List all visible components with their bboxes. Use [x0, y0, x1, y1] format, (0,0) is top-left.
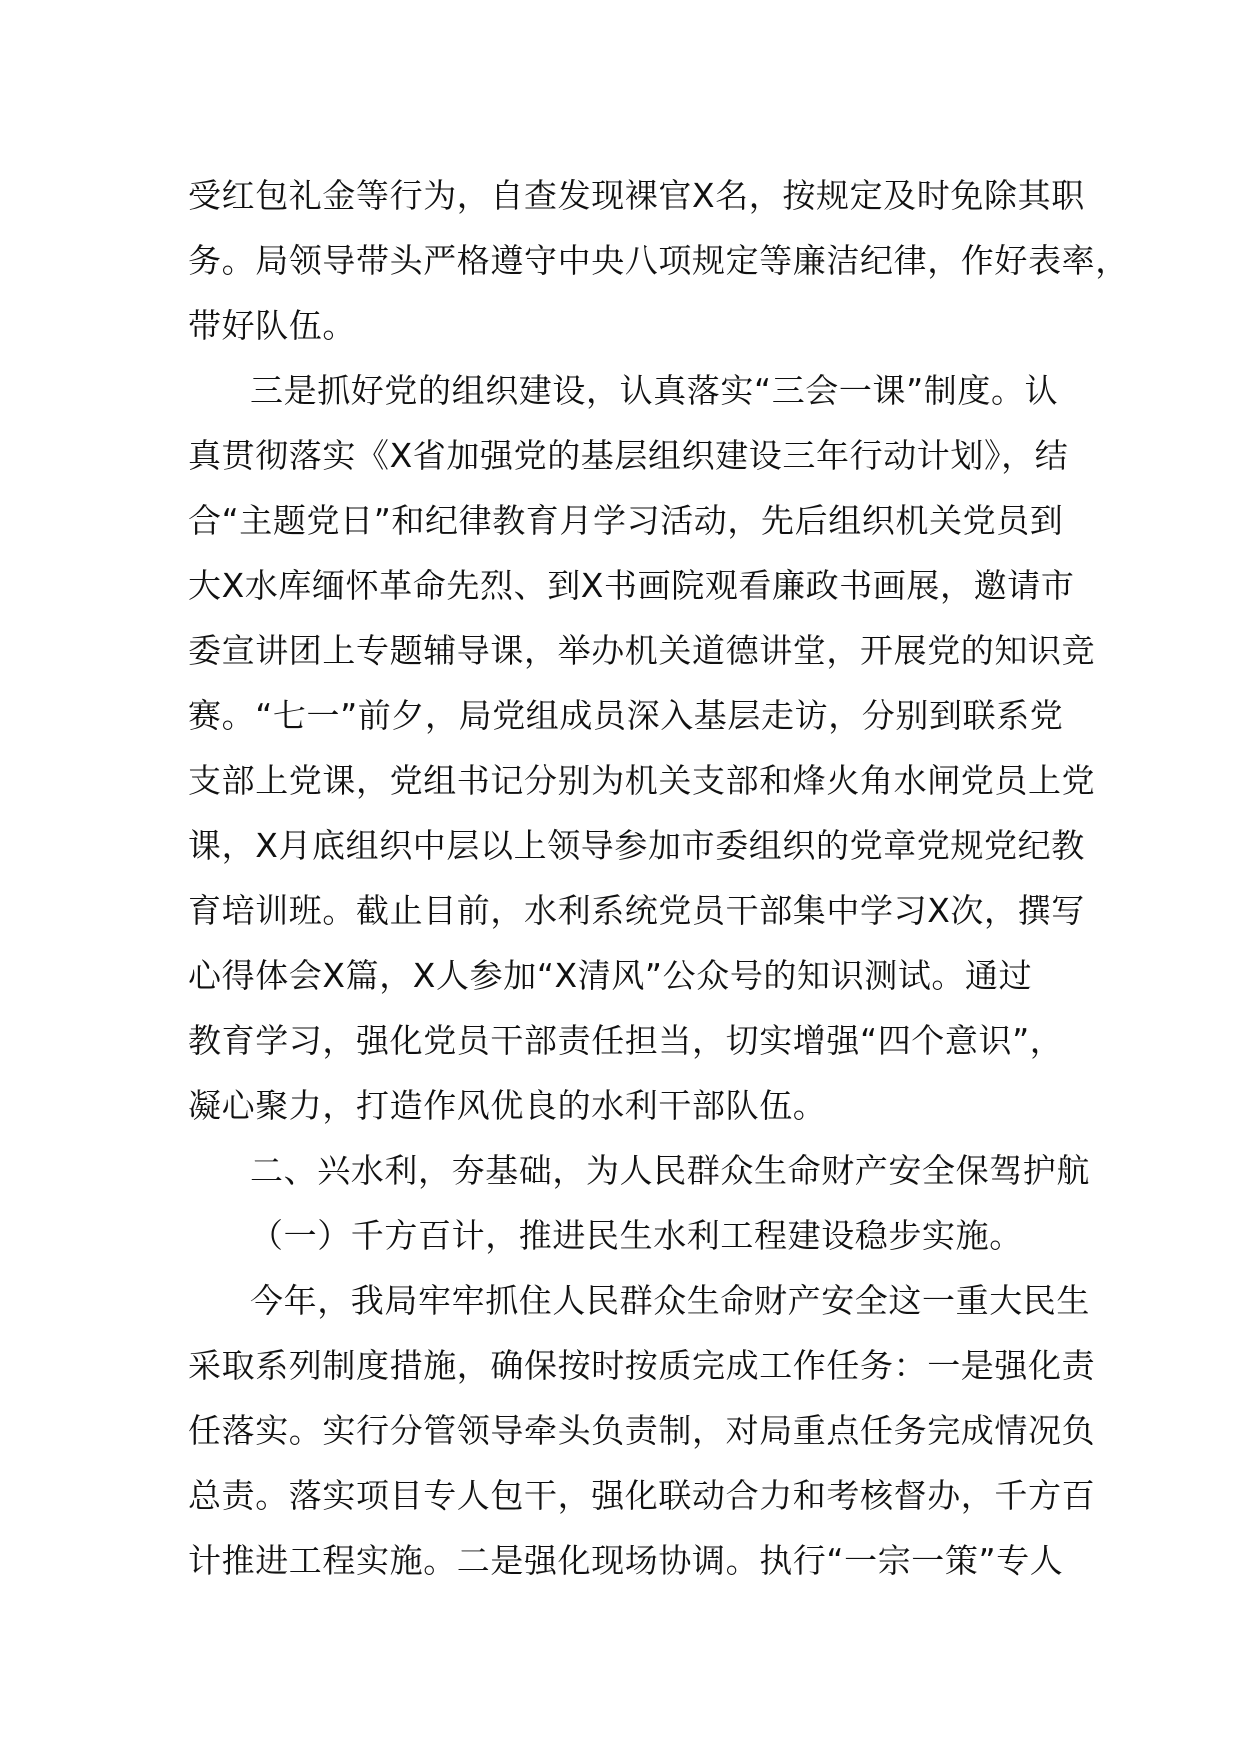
body-text — [188, 163, 1129, 1593]
text-line: 真贯彻落实《X省加强党的基层组织建设三年行动计划》，结 — [188, 436, 1069, 475]
text-line: 大X水库缅怀革命先烈、到X书画院观看廉政书画展，邀请市 — [188, 566, 1075, 605]
paragraph-start-line: 三是抓好党的组织建设，认真落实“三会一课”制度。认 — [250, 371, 1059, 410]
text-line: 育培训班。截止目前，水利系统党员干部集中学习X次，撰写 — [188, 891, 1085, 930]
text-line: 合“主题党日”和纪律教育月学习活动，先后组织机关党员到 — [188, 501, 1064, 540]
text-line: 带好队伍。 — [188, 306, 356, 345]
text-line: 心得体会X篇，X人参加“X清风”公众号的知识测试。通过 — [188, 956, 1033, 995]
paragraph-start-line: 今年，我局牢牢抓住人民群众生命财产安全这一重大民生 — [250, 1281, 1090, 1320]
text-line: 委宣讲团上专题辅导课，举办机关道德讲堂，开展党的知识竞 — [188, 631, 1096, 670]
text-line: 受红包礼金等行为，自查发现裸官X名，按规定及时免除其职 — [188, 176, 1085, 215]
text-line: 采取系列制度措施，确保按时按质完成工作任务：一是强化责 — [188, 1346, 1096, 1385]
subsection-heading: （一）千方百计，推进民生水利工程建设稳步实施。 — [250, 1216, 1023, 1255]
text-line: 赛。“七一”前夕，局党组成员深入基层走访，分别到联系党 — [188, 696, 1064, 735]
text-line: 课，X月底组织中层以上领导参加市委组织的党章党规党纪教 — [188, 826, 1085, 865]
text-line: 支部上党课，党组书记分别为机关支部和烽火角水闸党员上党 — [188, 761, 1096, 800]
section-heading: 二、兴水利，夯基础，为人民群众生命财产安全保驾护航 — [250, 1151, 1090, 1190]
text-line: 务。局领导带头严格遵守中央八项规定等廉洁纪律，作好表率， — [188, 241, 1129, 280]
text-line: 凝心聚力，打造作风优良的水利干部队伍。 — [188, 1086, 827, 1125]
text-line: 总责。落实项目专人包干，强化联动合力和考核督办，千方百 — [188, 1476, 1096, 1515]
text-line: 教育学习，强化党员干部责任担当，切实增强“四个意识”， — [188, 1021, 1064, 1060]
text-line: 任落实。实行分管领导牵头负责制，对局重点任务完成情况负 — [188, 1411, 1096, 1450]
text-line: 计推进工程实施。二是强化现场协调。执行“一宗一策”专人 — [188, 1541, 1064, 1580]
